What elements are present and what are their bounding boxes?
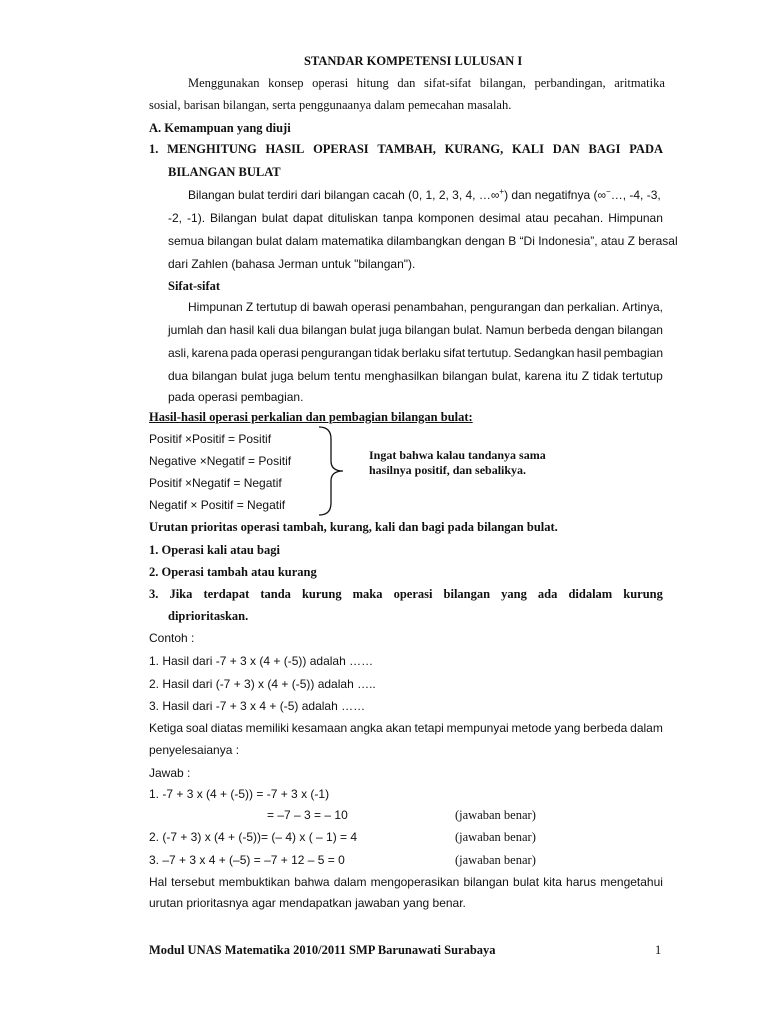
para2-word: hasil bbox=[576, 346, 602, 360]
para2-word: Sedangkan bbox=[513, 346, 575, 360]
conclusion-word: bahwa bbox=[294, 875, 330, 889]
ketiga-word: berbeda bbox=[583, 721, 628, 735]
ketiga-word: soal bbox=[185, 721, 208, 735]
para2-word: juga bbox=[270, 369, 294, 383]
section-a-heading: A. Kemampuan yang diuji bbox=[149, 121, 291, 135]
superscript: − bbox=[606, 187, 611, 196]
para2-line-4 bbox=[168, 368, 663, 384]
page-title: STANDAR KOMPETENSI LULUSAN I bbox=[304, 54, 523, 68]
priority-word: didalam bbox=[568, 587, 613, 601]
intro-line-2: sosial, barisan bilangan, serta penggunaanya dalam pemecahan masalah. bbox=[149, 98, 512, 112]
example-item: 1. Hasil dari -7 + 3 x (4 + (-5)) adalah …… bbox=[149, 654, 374, 668]
priority-word: yang bbox=[501, 587, 527, 601]
para2-word: dengan bbox=[574, 323, 615, 337]
para2-word: Z bbox=[245, 300, 254, 314]
ketiga-word: tetapi bbox=[414, 721, 444, 735]
answer-3: 3. –7 + 3 x 4 + (–5) = –7 + 12 – 5 = 0 bbox=[149, 853, 345, 867]
conclusion-word: Hal bbox=[149, 875, 168, 889]
heading-word: MENGHITUNG bbox=[167, 142, 257, 156]
heading-word: DAN bbox=[552, 142, 580, 156]
contoh-label: Contoh : bbox=[149, 631, 195, 645]
sign-rule-note-line-1: Ingat bahwa kalau tandanya sama bbox=[369, 448, 546, 462]
para1-line-4: dari Zahlen (bahasa Jerman untuk "bilangan"). bbox=[168, 257, 416, 271]
para2-line-3 bbox=[168, 345, 663, 361]
ketiga-word: dalam bbox=[630, 721, 663, 735]
para2-word: bilangan bbox=[404, 323, 451, 337]
hasil-heading: Hasil-hasil operasi perkalian dan pembagian bilangan bulat: bbox=[149, 410, 473, 424]
para1-text: ) dan negatifnya (∞ bbox=[504, 188, 607, 202]
ketiga-word: diatas bbox=[210, 721, 243, 735]
conclusion-line-2: urutan prioritasnya agar mendapatkan jawaban yang benar. bbox=[149, 896, 466, 910]
para2-word: belum bbox=[297, 369, 331, 383]
para1-word: -1). bbox=[187, 211, 206, 225]
para2-word: bilangan bbox=[301, 323, 347, 337]
intro-word: operasi bbox=[312, 76, 349, 90]
para2-word: pengurangan bbox=[301, 346, 372, 360]
priority-word: kurung bbox=[623, 587, 663, 601]
priority-word: bilangan bbox=[443, 587, 491, 601]
para2-word: di bbox=[300, 300, 310, 314]
para1-word: bulat bbox=[261, 211, 288, 225]
para2-word: itu bbox=[565, 369, 578, 383]
para2-word: pada bbox=[230, 346, 258, 360]
priority-item: 1. Operasi kali atau bagi bbox=[149, 543, 280, 557]
para1-word: pecahan. bbox=[553, 211, 604, 225]
para2-word: juga bbox=[378, 323, 402, 337]
curly-brace bbox=[317, 425, 347, 517]
para2-word: karena bbox=[191, 346, 229, 360]
para2-word: Artinya, bbox=[622, 300, 663, 314]
para1-word: desimal bbox=[479, 211, 521, 225]
conclusion-word: bilangan bbox=[463, 875, 509, 889]
para2-word: berlaku bbox=[401, 346, 441, 360]
intro-word: perbandingan, bbox=[534, 76, 606, 90]
conclusion-word: mengoperasikan bbox=[370, 875, 460, 889]
heading-word: BAGI bbox=[588, 142, 621, 156]
para2-word: pengurangan bbox=[470, 300, 541, 314]
para2-word: bulat, bbox=[491, 369, 521, 383]
heading-word: KALI bbox=[512, 142, 544, 156]
example-item: 2. Hasil dari (-7 + 3) x (4 + (-5)) adalah ….. bbox=[149, 677, 376, 691]
intro-word: dan bbox=[397, 76, 416, 90]
para2-word: sifat bbox=[443, 346, 466, 360]
ketiga-word: kesamaan bbox=[291, 721, 348, 735]
priority-word: operasi bbox=[393, 587, 433, 601]
para2-word: perkalian. bbox=[567, 300, 620, 314]
ketiga-word: mempunyai bbox=[446, 721, 509, 735]
para1-word: atau bbox=[525, 211, 549, 225]
heading-word: PADA bbox=[629, 142, 663, 156]
intro-word: sifat-sifat bbox=[423, 76, 472, 90]
priority-word: tanda bbox=[260, 587, 291, 601]
ketiga-word: memiliki bbox=[245, 721, 289, 735]
answer-3-note: (jawaban benar) bbox=[455, 853, 536, 867]
heading-word: TAMBAH, bbox=[377, 142, 436, 156]
example-item: 3. Hasil dari -7 + 3 x 4 + (-5) adalah …… bbox=[149, 699, 366, 713]
ketiga-line-1 bbox=[149, 720, 663, 736]
para1-text: …, -4, -3, bbox=[610, 188, 661, 202]
para1-word: -2, bbox=[168, 211, 183, 225]
para1-line-1 bbox=[188, 187, 661, 203]
conclusion-line-1 bbox=[149, 874, 663, 890]
para2-word: Namun bbox=[485, 323, 525, 337]
priority-word: ada bbox=[537, 587, 558, 601]
sifat-heading: Sifat-sifat bbox=[168, 279, 221, 293]
para2-word: tertutup bbox=[256, 300, 297, 314]
priority-item: 2. Operasi tambah atau kurang bbox=[149, 565, 317, 579]
heading-word: OPERASI bbox=[313, 142, 369, 156]
para2-word: Himpunan bbox=[188, 300, 243, 314]
heading-1-line-1 bbox=[149, 141, 663, 157]
para2-word: bulat bbox=[349, 323, 376, 337]
ketiga-word: akan bbox=[385, 721, 412, 735]
para2-word: dua bbox=[278, 323, 299, 337]
para1-word: Himpunan bbox=[608, 211, 663, 225]
para2-word: pembagian bbox=[603, 346, 663, 360]
priority-word: Jika bbox=[169, 587, 193, 601]
para1-word: dituliskan bbox=[327, 211, 378, 225]
conclusion-word: dalam bbox=[333, 875, 367, 889]
intro-word: hitung bbox=[356, 76, 389, 90]
ketiga-line-2: penyelesaianya : bbox=[149, 743, 240, 757]
intro-line-1 bbox=[188, 75, 665, 91]
intro-word: aritmatika bbox=[614, 76, 665, 90]
para2-line-5: pada operasi pembagian. bbox=[168, 390, 304, 404]
answer-2-note: (jawaban benar) bbox=[455, 830, 536, 844]
para2-word: tentu bbox=[333, 369, 361, 383]
para1-line-2 bbox=[168, 210, 663, 226]
intro-word: Menggunakan bbox=[188, 76, 260, 90]
priority-word: maka bbox=[352, 587, 383, 601]
urutan-heading: Urutan prioritas operasi tambah, kurang, kali dan bagi pada bilangan bulat. bbox=[149, 520, 558, 534]
para2-word: tidak bbox=[592, 369, 619, 383]
heading-1-line-2: BILANGAN BULAT bbox=[168, 165, 281, 179]
conclusion-word: membuktikan bbox=[218, 875, 291, 889]
para2-word: bulat. bbox=[453, 323, 483, 337]
footer-text: Modul UNAS Matematika 2010/2011 SMP Barunawati Surabaya bbox=[149, 943, 496, 957]
conclusion-word: bulat bbox=[513, 875, 540, 889]
answer-2: 2. (-7 + 3) x (4 + (-5))= (– 4) x ( – 1) = 4 bbox=[149, 830, 358, 844]
heading-word: 1. bbox=[149, 142, 159, 156]
conclusion-word: kita bbox=[543, 875, 562, 889]
para2-word: bilangan bbox=[191, 369, 238, 383]
para2-word: dan bbox=[206, 323, 227, 337]
para2-word: berbeda bbox=[527, 323, 572, 337]
sign-rule: Negatif × Positif = Negatif bbox=[149, 498, 286, 512]
answer-1-note: (jawaban benar) bbox=[455, 808, 536, 822]
conclusion-word: harus bbox=[566, 875, 597, 889]
para2-word: dua bbox=[168, 369, 189, 383]
priority-word: terdapat bbox=[203, 587, 250, 601]
sign-rule-note-line-2: hasilnya positif, dan sebalikya. bbox=[369, 463, 527, 477]
answer-1-line-1: 1. -7 + 3 x (4 + (-5)) = -7 + 3 x (-1) bbox=[149, 787, 330, 801]
para2-word: bilangan bbox=[617, 323, 663, 337]
heading-word: HASIL bbox=[265, 142, 305, 156]
para2-word: tertutup bbox=[622, 369, 663, 383]
para2-word: jumlah bbox=[168, 323, 204, 337]
conclusion-word: mengetahui bbox=[600, 875, 663, 889]
para2-word: hasil bbox=[229, 323, 255, 337]
para1-word: Bilangan bbox=[210, 211, 257, 225]
priority-word: 3. bbox=[149, 587, 159, 601]
answer-1-line-2: = –7 – 3 = – 10 bbox=[267, 808, 348, 822]
para1-text: Bilangan bulat terdiri dari bilangan cacah (0, 1, 2, 3, 4, …∞ bbox=[188, 188, 500, 202]
para2-word: dan bbox=[543, 300, 564, 314]
para1-word: komponen bbox=[417, 211, 475, 225]
conclusion-word: tersebut bbox=[171, 875, 215, 889]
para2-word: tertutup. bbox=[467, 346, 512, 360]
page-number: 1 bbox=[655, 943, 662, 957]
ketiga-word: yang bbox=[554, 721, 581, 735]
para2-word: bilangan bbox=[442, 369, 488, 383]
sign-rule: Negative ×Negatif = Positif bbox=[149, 454, 292, 468]
sign-rule: Positif ×Positif = Positif bbox=[149, 432, 272, 446]
para2-word: operasi bbox=[259, 346, 299, 360]
ketiga-word: angka bbox=[350, 721, 383, 735]
ketiga-word: Ketiga bbox=[149, 721, 184, 735]
para1-word: tanpa bbox=[382, 211, 413, 225]
para2-word: kali bbox=[257, 323, 276, 337]
para1-line-3: semua bilangan bulat dalam matematika dilambangkan dengan B “Di Indonesia”, atau Z berasal bbox=[168, 234, 678, 248]
para2-line-2 bbox=[168, 322, 663, 338]
para2-word: operasi bbox=[351, 300, 391, 314]
priority-item-3-line-2: diprioritaskan. bbox=[168, 609, 249, 623]
intro-word: konsep bbox=[268, 76, 304, 90]
para2-word: asli, bbox=[168, 346, 190, 360]
intro-word: bilangan, bbox=[479, 76, 526, 90]
heading-word: KURANG, bbox=[444, 142, 504, 156]
para2-word: karena bbox=[524, 369, 562, 383]
jawab-label: Jawab : bbox=[149, 766, 191, 780]
priority-word: kurung bbox=[301, 587, 342, 601]
superscript: + bbox=[499, 187, 505, 196]
para2-word: tidak bbox=[374, 346, 400, 360]
para2-word: penambahan, bbox=[393, 300, 467, 314]
para2-line-1 bbox=[188, 299, 663, 315]
para2-word: bawah bbox=[312, 300, 348, 314]
para1-word: dapat bbox=[292, 211, 323, 225]
para2-word: Z bbox=[581, 369, 590, 383]
para2-word: bulat bbox=[241, 369, 268, 383]
ketiga-word: metode bbox=[511, 721, 552, 735]
priority-item-3-line-1 bbox=[149, 586, 663, 602]
sign-rule: Positif ×Negatif = Negatif bbox=[149, 476, 282, 490]
para2-word: menghasilkan bbox=[364, 369, 439, 383]
